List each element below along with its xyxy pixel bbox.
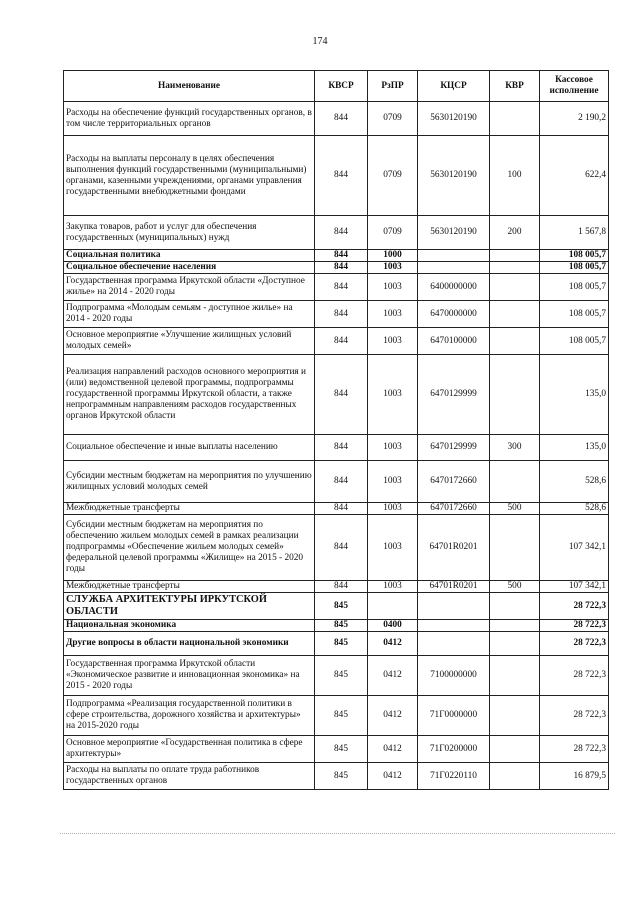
- table-row: [64, 435, 609, 461]
- row-amount: 108 005,7: [540, 328, 609, 355]
- row-kvsr: 844: [315, 503, 368, 515]
- row-kcsr: 6400000000: [418, 274, 490, 301]
- table-row: [64, 593, 609, 620]
- row-kvsr: 845: [315, 632, 368, 656]
- row-kvsr: 844: [315, 515, 368, 581]
- col-header-name: Наименование: [64, 71, 315, 102]
- row-kvsr: 844: [315, 435, 368, 461]
- row-kcsr: 5630120190: [418, 102, 490, 136]
- row-name: Расходы на обеспечение функций государственных органов, в том числе территориальных органов: [64, 102, 315, 136]
- row-rzpr: 1003: [368, 435, 418, 461]
- row-kvsr: 844: [315, 262, 368, 274]
- row-name: Государственная программа Иркутской области «Экономическое развитие и инновационная экономика» на 2015 - 2020 годы: [64, 656, 315, 696]
- row-kcsr: 6470000000: [418, 301, 490, 328]
- row-rzpr: 1003: [368, 301, 418, 328]
- row-amount: 622,4: [540, 136, 609, 216]
- row-kcsr: 64701R0201: [418, 515, 490, 581]
- row-kvr: [490, 262, 540, 274]
- row-rzpr: 1003: [368, 274, 418, 301]
- row-kvsr: 844: [315, 581, 368, 593]
- table-row: [64, 696, 609, 736]
- row-kvr: [490, 515, 540, 581]
- row-kcsr: 71Г0200000: [418, 736, 490, 763]
- row-kcsr: 71Г0000000: [418, 696, 490, 736]
- table-row: [64, 581, 609, 593]
- row-rzpr: 1003: [368, 503, 418, 515]
- row-kvr: [490, 620, 540, 632]
- col-header-rzpr: РзПР: [368, 71, 418, 102]
- table-row: [64, 274, 609, 301]
- row-name: Социальное обеспечение населения: [64, 262, 315, 274]
- row-amount: 528,6: [540, 503, 609, 515]
- row-amount: 2 190,2: [540, 102, 609, 136]
- row-kcsr: [418, 250, 490, 262]
- row-name: Социальное обеспечение и иные выплаты населению: [64, 435, 315, 461]
- row-amount: 135,0: [540, 355, 609, 435]
- row-name: СЛУЖБА АРХИТЕКТУРЫ ИРКУТСКОЙ ОБЛАСТИ: [64, 593, 315, 620]
- row-name: Государственная программа Иркутской области «Доступное жилье» на 2014 - 2020 годы: [64, 274, 315, 301]
- scan-artifact-line: [60, 833, 615, 834]
- row-kvsr: 844: [315, 328, 368, 355]
- table-row: [64, 136, 609, 216]
- row-amount: 108 005,7: [540, 250, 609, 262]
- table-row: [64, 355, 609, 435]
- row-kvr: [490, 328, 540, 355]
- row-rzpr: 0412: [368, 736, 418, 763]
- row-kvr: 500: [490, 503, 540, 515]
- table-row: [64, 736, 609, 763]
- row-kcsr: 6470100000: [418, 328, 490, 355]
- row-rzpr: 0412: [368, 632, 418, 656]
- row-amount: 28 722,3: [540, 696, 609, 736]
- row-name: Национальная экономика: [64, 620, 315, 632]
- table-header-row: [64, 71, 609, 102]
- row-kvsr: 844: [315, 216, 368, 250]
- row-kvr: [490, 736, 540, 763]
- row-kcsr: 6470172660: [418, 461, 490, 503]
- col-header-kcsr: КЦСР: [418, 71, 490, 102]
- table-row: [64, 632, 609, 656]
- row-kvr: [490, 250, 540, 262]
- row-kvr: [490, 102, 540, 136]
- row-name: Закупка товаров, работ и услуг для обеспечения государственных (муниципальных) нужд: [64, 216, 315, 250]
- row-rzpr: 1003: [368, 355, 418, 435]
- row-kvr: [490, 461, 540, 503]
- row-kcsr: 5630120190: [418, 136, 490, 216]
- row-kvr: [490, 763, 540, 790]
- row-rzpr: 0412: [368, 696, 418, 736]
- row-amount: 28 722,3: [540, 736, 609, 763]
- row-rzpr: 0709: [368, 102, 418, 136]
- row-amount: 108 005,7: [540, 274, 609, 301]
- row-amount: 528,6: [540, 461, 609, 503]
- row-amount: 28 722,3: [540, 632, 609, 656]
- row-kcsr: 6470172660: [418, 503, 490, 515]
- row-amount: 108 005,7: [540, 262, 609, 274]
- row-kvsr: 844: [315, 136, 368, 216]
- table-row: [64, 656, 609, 696]
- row-name: Расходы на выплаты персоналу в целях обеспечения выполнения функций государственными (муниципальными) органами, казенными учреждениями, органами управления государственными внебюджетными фондами: [64, 136, 315, 216]
- row-amount: 28 722,3: [540, 656, 609, 696]
- row-kvr: 300: [490, 435, 540, 461]
- row-kcsr: [418, 593, 490, 620]
- row-rzpr: 1003: [368, 461, 418, 503]
- row-amount: 1 567,8: [540, 216, 609, 250]
- row-kvsr: 845: [315, 620, 368, 632]
- row-amount: 28 722,3: [540, 593, 609, 620]
- row-kvsr: 844: [315, 274, 368, 301]
- row-name: Основное мероприятие «Государственная политика в сфере архитектуры»: [64, 736, 315, 763]
- row-kvr: [490, 355, 540, 435]
- row-name: Подпрограмма «Реализация государственной политики в сфере строительства, дорожного хозяйства и архитектуры» на 2015-2020 годы: [64, 696, 315, 736]
- row-kvr: [490, 696, 540, 736]
- row-kvr: [490, 656, 540, 696]
- row-kcsr: 64701R0201: [418, 581, 490, 593]
- row-amount: 107 342,1: [540, 515, 609, 581]
- row-kvsr: 845: [315, 696, 368, 736]
- table-row: [64, 262, 609, 274]
- row-rzpr: 0412: [368, 763, 418, 790]
- row-kcsr: 71Г0220110: [418, 763, 490, 790]
- row-amount: 107 342,1: [540, 581, 609, 593]
- row-rzpr: 0400: [368, 620, 418, 632]
- row-kvsr: 845: [315, 593, 368, 620]
- row-kvsr: 845: [315, 736, 368, 763]
- row-kvsr: 844: [315, 355, 368, 435]
- row-kcsr: 6470129999: [418, 435, 490, 461]
- row-kvsr: 844: [315, 301, 368, 328]
- row-kvr: [490, 632, 540, 656]
- row-name: Субсидии местным бюджетам на мероприятия по улучшению жилищных условий молодых семей: [64, 461, 315, 503]
- row-name: Межбюджетные трансферты: [64, 581, 315, 593]
- row-kcsr: [418, 632, 490, 656]
- col-header-amount: Кассовое исполнение: [540, 71, 609, 102]
- row-kvsr: 844: [315, 461, 368, 503]
- row-name: Реализация направлений расходов основного мероприятия и (или) ведомственной целевой программы, подпрограммы государственной программы Иркутской области, а также непрограммным направлениям расходов государственных органов Иркутской области: [64, 355, 315, 435]
- row-rzpr: 1003: [368, 581, 418, 593]
- row-amount: 108 005,7: [540, 301, 609, 328]
- row-rzpr: 0709: [368, 136, 418, 216]
- row-rzpr: 1003: [368, 515, 418, 581]
- row-kcsr: [418, 620, 490, 632]
- row-kvr: 100: [490, 136, 540, 216]
- budget-table: [63, 70, 609, 790]
- row-kvsr: 844: [315, 102, 368, 136]
- col-header-kvr: КВР: [490, 71, 540, 102]
- row-name: Другие вопросы в области национальной экономики: [64, 632, 315, 656]
- table-row: [64, 461, 609, 503]
- col-header-kvsr: КВСР: [315, 71, 368, 102]
- row-kcsr: 6470129999: [418, 355, 490, 435]
- table-row: [64, 620, 609, 632]
- row-kvr: 200: [490, 216, 540, 250]
- table-row: [64, 763, 609, 790]
- row-kcsr: 5630120190: [418, 216, 490, 250]
- row-kvr: 500: [490, 581, 540, 593]
- page-number: 174: [312, 36, 328, 47]
- table-row: [64, 216, 609, 250]
- row-rzpr: 0709: [368, 216, 418, 250]
- row-kvr: [490, 593, 540, 620]
- table-row: [64, 515, 609, 581]
- table-row: [64, 301, 609, 328]
- row-kcsr: 7100000000: [418, 656, 490, 696]
- row-amount: 28 722,3: [540, 620, 609, 632]
- row-rzpr: 0412: [368, 656, 418, 696]
- row-name: Основное мероприятие «Улучшение жилищных условий молодых семей»: [64, 328, 315, 355]
- row-kvr: [490, 274, 540, 301]
- table-row: [64, 503, 609, 515]
- row-name: Межбюджетные трансферты: [64, 503, 315, 515]
- row-rzpr: 1000: [368, 250, 418, 262]
- row-name: Расходы на выплаты по оплате труда работников государственных органов: [64, 763, 315, 790]
- table-row: [64, 102, 609, 136]
- row-rzpr: 1003: [368, 262, 418, 274]
- row-kvr: [490, 301, 540, 328]
- row-kcsr: [418, 262, 490, 274]
- row-name: Субсидии местным бюджетам на мероприятия по обеспечению жильем молодых семей в рамках реализации подпрограммы «Обеспечение жильем молодых семей» федеральной целевой программы «Жилище» на 2015 - 2020 годы: [64, 515, 315, 581]
- row-amount: 16 879,5: [540, 763, 609, 790]
- row-rzpr: [368, 593, 418, 620]
- row-rzpr: 1003: [368, 328, 418, 355]
- row-kvsr: 844: [315, 250, 368, 262]
- row-kvsr: 845: [315, 656, 368, 696]
- table-row: [64, 250, 609, 262]
- row-kvsr: 845: [315, 763, 368, 790]
- row-name: Социальная политика: [64, 250, 315, 262]
- row-name: Подпрограмма «Молодым семьям - доступное жилье» на 2014 - 2020 годы: [64, 301, 315, 328]
- table-row: [64, 328, 609, 355]
- row-amount: 135,0: [540, 435, 609, 461]
